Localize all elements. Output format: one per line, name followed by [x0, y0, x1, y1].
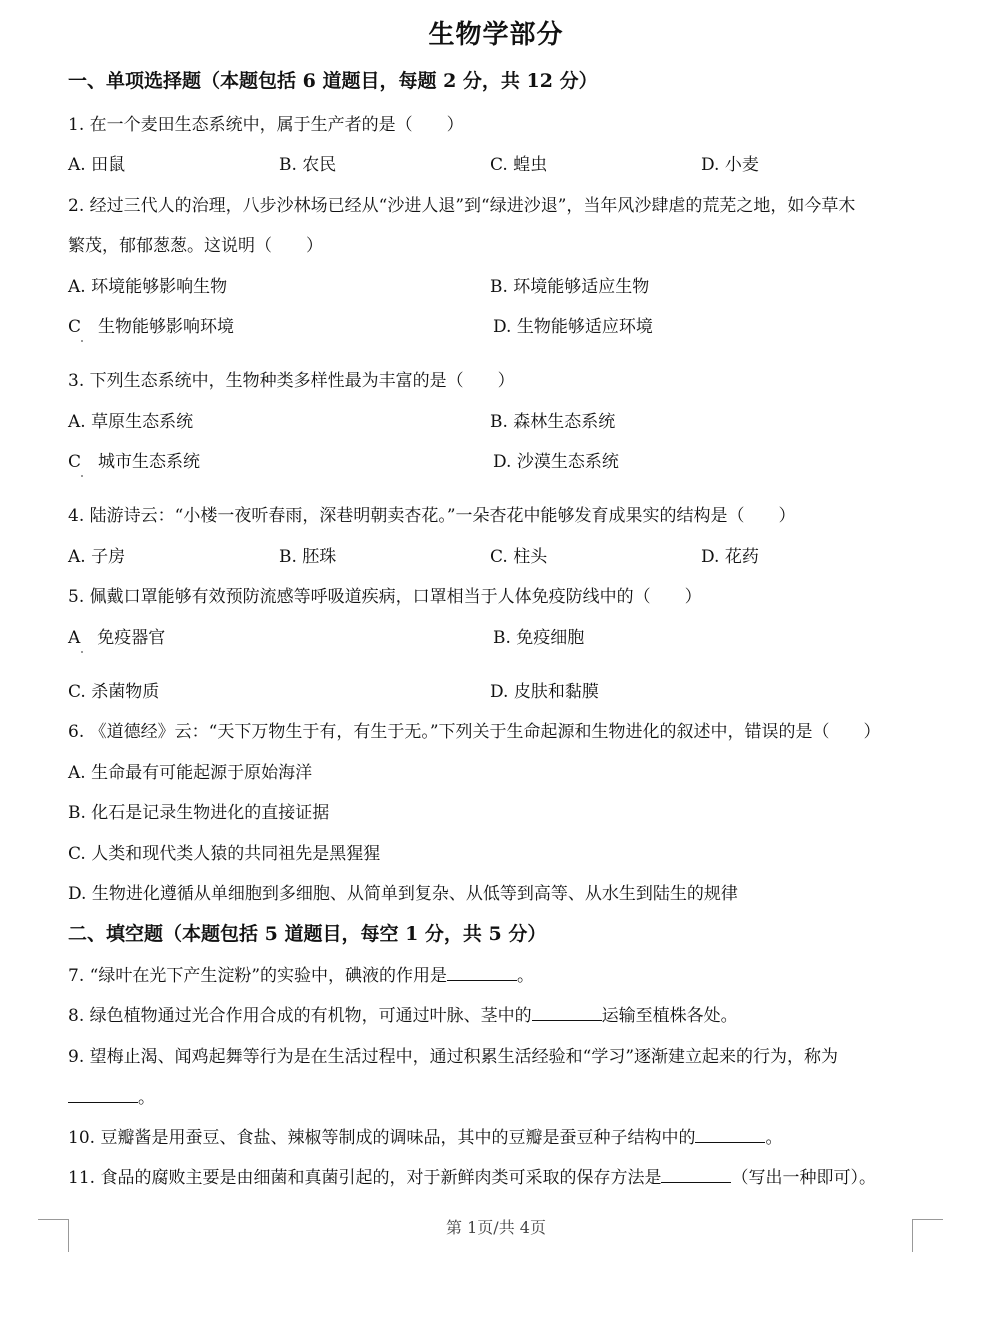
question-5-option-c: C. 杀菌物质: [68, 682, 160, 702]
stray-dot: [81, 340, 83, 342]
question-2-option-a: A. 环境能够影响生物: [68, 277, 228, 297]
question-1-option-a: A. 田鼠: [68, 155, 126, 175]
question-3-option-d: D. 沙漠生态系统: [493, 452, 619, 472]
stray-dot: [81, 475, 83, 477]
question-2-option-d: D. 生物能够适应环境: [493, 317, 653, 337]
section-1-heading: 一、单项选择题（本题包括 6 道题目，每题 2 分，共 12 分）: [68, 70, 598, 92]
question-5-stem: 5. 佩戴口罩能够有效预防流感等呼吸道疾病，口罩相当于人体免疫防线中的（ ）: [68, 587, 702, 607]
question-3-option-a: A. 草原生态系统: [68, 412, 194, 432]
answer-blank: [447, 964, 517, 981]
question-11: [68, 1163, 876, 1188]
question-4-option-d: D. 花药: [701, 547, 759, 567]
question-6-option-a: A. 生命最有可能起源于原始海洋: [68, 763, 313, 783]
section-2-heading: 二、填空题（本题包括 5 道题目，每空 1 分，共 5 分）: [68, 923, 547, 945]
question-5-option-d: D. 皮肤和黏膜: [490, 682, 599, 702]
page-footer: 第 1页/共 4页: [446, 1218, 546, 1237]
question-3-option-b: B. 森林生态系统: [490, 412, 616, 432]
question-1-option-b: B. 农民: [279, 155, 337, 175]
question-9-line1: 9. 望梅止渴、闻鸡起舞等行为是在生活过程中，通过积累生活经验和“学习”逐渐建立起来的行为，称为: [68, 1047, 839, 1067]
question-2-stem-line2: 繁茂，郁郁葱葱。这说明（ ）: [68, 236, 323, 256]
answer-blank: [532, 1004, 602, 1021]
question-3-option-c: C 城市生态系统: [68, 452, 201, 472]
page-title: 生物学部分: [428, 20, 564, 50]
stray-dot: [81, 651, 83, 653]
question-4-option-a: A. 子房: [68, 547, 126, 567]
question-1-stem: 1. 在一个麦田生态系统中，属于生产者的是（ ）: [68, 115, 464, 135]
answer-blank: [695, 1126, 765, 1143]
question-11-tail: （写出一种即可）。: [731, 1168, 876, 1188]
question-6-stem: 6. 《道德经》云：“天下万物生于有，有生于无。”下列关于生命起源和生物进化的叙述中，错误的是（ ）: [68, 722, 881, 742]
answer-blank: [68, 1086, 138, 1103]
question-4-stem: 4. 陆游诗云：“小楼一夜听春雨，深巷明朝卖杏花。”一朵杏花中能够发育成果实的结构是（ ）: [68, 506, 796, 526]
question-7-tail: 。: [517, 966, 535, 986]
question-4-option-b: B. 胚珠: [279, 547, 337, 567]
question-8-text: 8. 绿色植物通过光合作用合成的有机物，可通过叶脉、茎中的: [68, 1006, 532, 1026]
question-7-text: 7. “绿叶在光下产生淀粉”的实验中，碘液的作用是: [68, 966, 448, 986]
question-10-tail: 。: [765, 1128, 783, 1148]
question-1-option-c: C. 蝗虫: [490, 155, 548, 175]
question-3-stem: 3. 下列生态系统中，生物种类多样性最为丰富的是（ ）: [68, 371, 515, 391]
question-7: [68, 961, 534, 986]
question-6-option-b: B. 化石是记录生物进化的直接证据: [68, 803, 330, 823]
question-6-option-d: D. 生物进化遵循从单细胞到多细胞、从简单到复杂、从低等到高等、从水生到陆生的规律: [68, 884, 738, 904]
question-5-option-a: A 免疫器官: [68, 628, 166, 648]
question-2-option-b: B. 环境能够适应生物: [490, 277, 650, 297]
question-6-option-c: C. 人类和现代类人猿的共同祖先是黑猩猩: [68, 844, 381, 864]
question-1-option-d: D. 小麦: [701, 155, 759, 175]
question-10: [68, 1123, 782, 1148]
question-10-text: 10. 豆瓣酱是用蚕豆、食盐、辣椒等制成的调味品，其中的豆瓣是蚕豆种子结构中的: [68, 1128, 696, 1148]
question-2-option-c: C 生物能够影响环境: [68, 317, 235, 337]
question-9-tail: 。: [138, 1088, 155, 1108]
question-8-tail: 运输至植株各处。: [601, 1006, 738, 1026]
question-2-stem-line1: 2. 经过三代人的治理，八步沙林场已经从“沙进人退”到“绿进沙退”，当年风沙肆虐的荒芜之地，如今草木: [68, 196, 856, 216]
question-8: [68, 1001, 738, 1026]
question-4-option-c: C. 柱头: [490, 547, 548, 567]
question-11-text: 11. 食品的腐败主要是由细菌和真菌引起的，对于新鲜肉类可采取的保存方法是: [68, 1168, 662, 1188]
question-9-line2: [68, 1083, 155, 1108]
question-5-option-b: B. 免疫细胞: [493, 628, 585, 648]
answer-blank: [661, 1166, 731, 1183]
